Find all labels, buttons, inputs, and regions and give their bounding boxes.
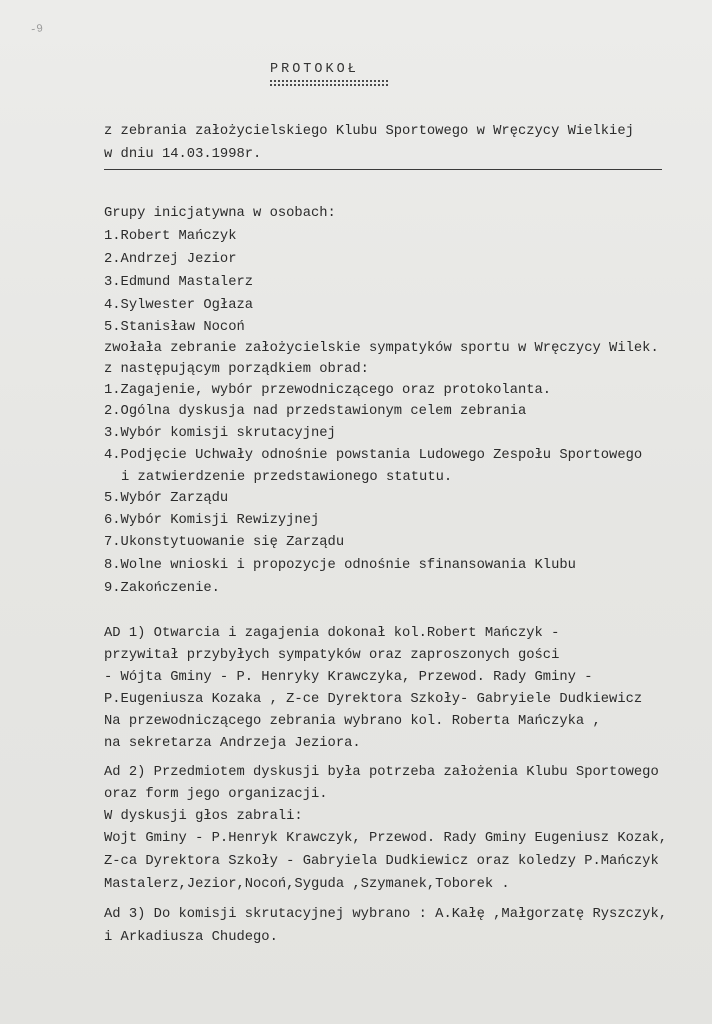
body-line: 8.Wolne wnioski i propozycje odnośnie sfinansowania Klubu [104, 558, 576, 573]
body-line: 9.Zakończenie. [104, 581, 220, 596]
body-line: oraz form jego organizacji. [104, 787, 328, 802]
title-underline [270, 80, 388, 82]
body-line: 7.Ukonstytuowanie się Zarządu [104, 535, 345, 550]
body-line: i zatwierdzenie przedstawionego statutu. [121, 470, 453, 485]
corner-pencil-mark: -9 [29, 23, 44, 37]
body-line: 5.Stanisław Nocoń [104, 320, 245, 335]
body-line: 5.Wybór Zarządu [104, 491, 229, 506]
body-line: 3.Edmund Mastalerz [104, 275, 254, 290]
body-line: Wojt Gminy - P.Henryk Krawczyk, Przewod. Rady Gminy Eugeniusz Kozak, [104, 831, 668, 846]
body-line: przywitał przybyłych sympatyków oraz zaproszonych gości [104, 648, 560, 663]
body-line: 6.Wybór Komisji Rewizyjnej [104, 513, 320, 528]
title-underline-2 [270, 84, 388, 86]
body-line: na sekretarza Andrzeja Jeziora. [104, 736, 361, 751]
body-line: 1.Zagajenie, wybór przewodniczącego oraz protokolanta. [104, 383, 552, 398]
document-title: PROTOKOŁ [270, 62, 359, 77]
body-line: Mastalerz,Jezior,Nocoń,Syguda ,Szymanek,Toborek . [104, 877, 510, 892]
body-line: Z-ca Dyrektora Szkoły - Gabryiela Dudkiewicz oraz koledzy P.Mańczyk [104, 854, 659, 869]
body-line: Ad 3) Do komisji skrutacyjnej wybrano : A.Kałę ,Małgorzatę Ryszczyk, [104, 907, 668, 922]
header-rule [104, 169, 662, 170]
body-line: 2.Andrzej Jezior [104, 252, 237, 267]
body-line: 4.Podjęcie Uchwały odnośnie powstania Ludowego Zespołu Sportowego [104, 448, 643, 463]
body-line: z następującym porządkiem obrad: [104, 362, 369, 377]
body-line: Ad 2) Przedmiotem dyskusji była potrzeba założenia Klubu Sportowego [104, 765, 659, 780]
body-line: P.Eugeniusza Kozaka , Z-ce Dyrektora Szkoły- Gabryiele Dudkiewicz [104, 692, 643, 707]
body-line: Na przewodniczącego zebrania wybrano kol. Roberta Mańczyka , [104, 714, 601, 729]
body-line: Grupy inicjatywna w osobach: [104, 206, 336, 221]
subtitle-line-2: w dniu 14.03.1998r. [104, 147, 262, 162]
body-line: zwołała zebranie założycielskie sympatyków sportu w Wręczycy Wilek. [104, 341, 659, 356]
body-line: - Wójta Gminy - P. Henryky Krawczyka, Przewod. Rady Gminy - [104, 670, 593, 685]
body-line: 1.Robert Mańczyk [104, 229, 237, 244]
body-line: 4.Sylwester Ogłaza [104, 298, 254, 313]
subtitle-line-1: z zebrania założycielskiego Klubu Sportowego w Wręczycy Wielkiej [104, 124, 634, 139]
body-line: 2.Ogólna dyskusja nad przedstawionym celem zebrania [104, 404, 527, 419]
body-line: i Arkadiusza Chudego. [104, 930, 278, 945]
body-line: 3.Wybór komisji skrutacyjnej [104, 426, 336, 441]
body-line: W dyskusji głos zabrali: [104, 809, 303, 824]
body-line: AD 1) Otwarcia i zagajenia dokonał kol.Robert Mańczyk - [104, 626, 560, 641]
